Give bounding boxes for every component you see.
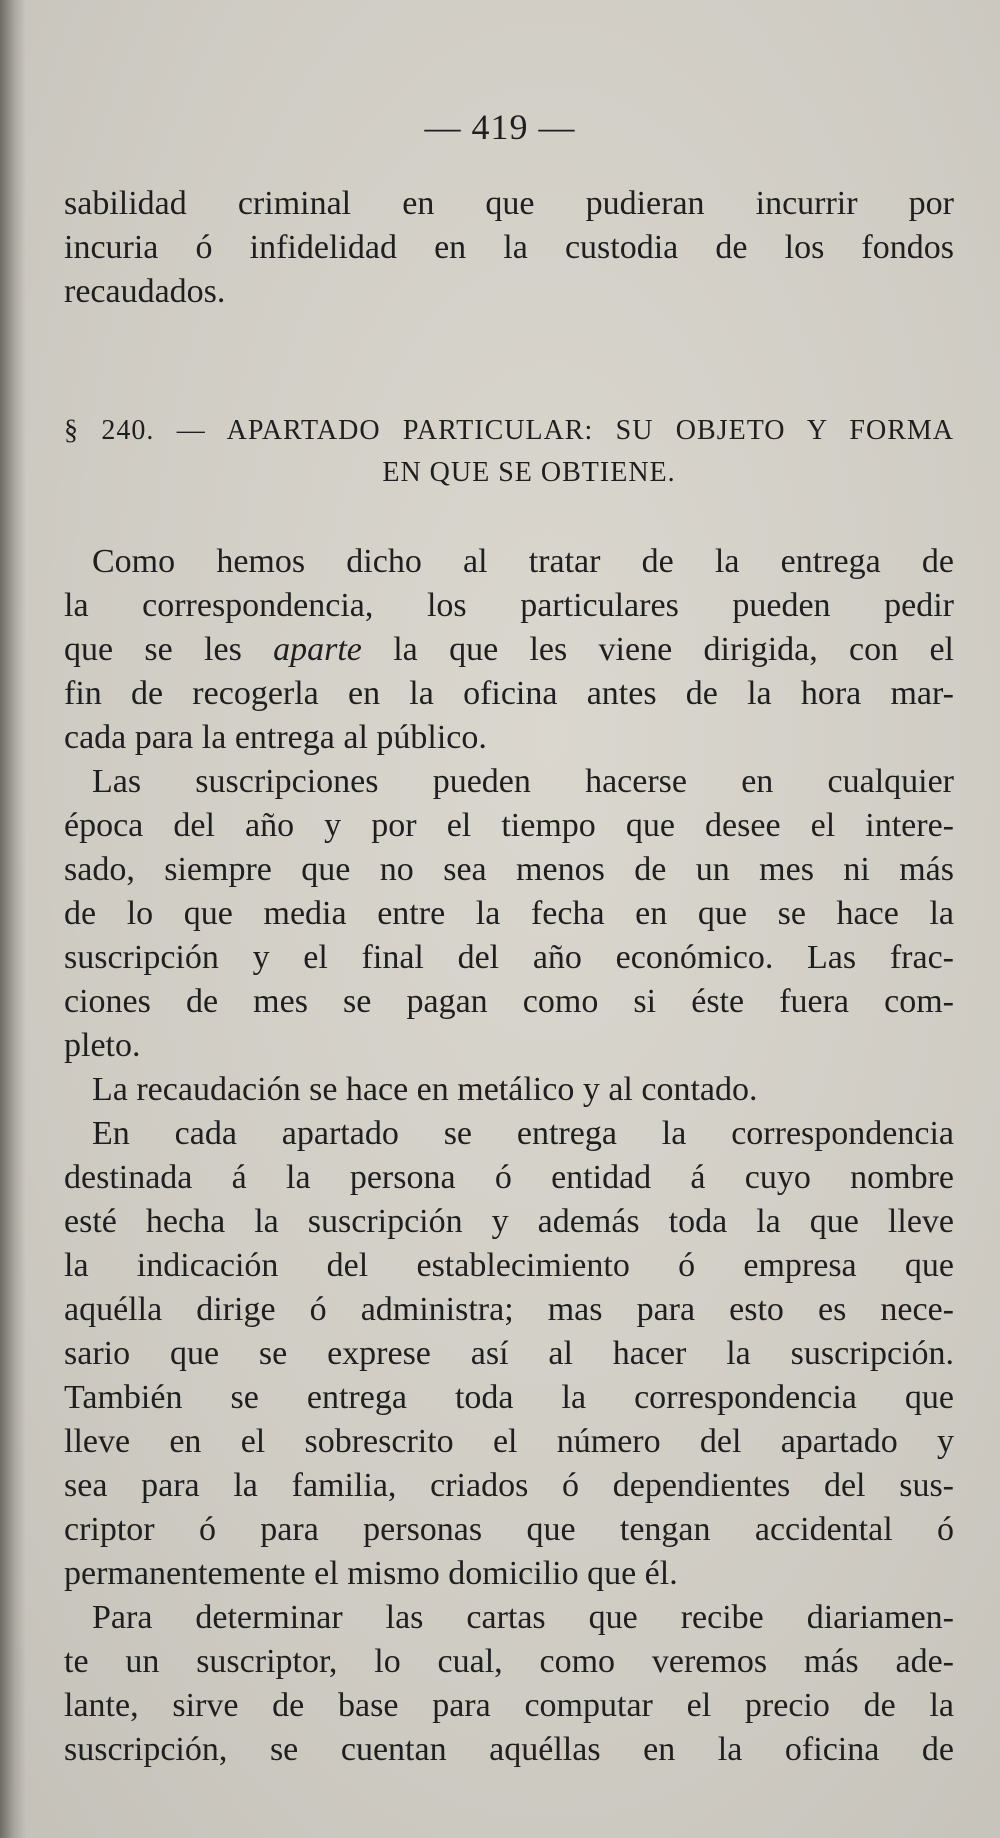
text-line: suscripción y el final del año económico. Las frac- [64,939,954,976]
text-line: época del año y por el tiempo que desee el intere- [64,807,954,844]
text-line: aquélla dirige ó administra; mas para esto es nece- [64,1291,954,1328]
text-segment: la que les viene dirigida, con el [393,631,954,668]
italic-word: aparte [273,631,362,668]
binding-gutter-shadow [0,0,26,1838]
text-line: permanentemente el mismo domicilio que él. [64,1555,678,1592]
text-segment: que se les [64,631,242,668]
text-line: La recaudación se hace en metálico y al contado. [92,1071,758,1108]
text-line: la correspondencia, los particulares pueden pedir [64,587,954,624]
text-line: sario que se exprese así al hacer la suscripción. [64,1335,954,1372]
text-line: Para determinar las cartas que recibe diariamen- [92,1599,954,1636]
text-line: lleve en el sobrescrito el número del apartado y [64,1423,954,1460]
text-line: ciones de mes se pagan como si éste fuera com- [64,983,954,1020]
text-line: En cada apartado se entrega la correspondencia [92,1115,954,1152]
page-number: — 419 — [424,107,576,147]
text-line: incuria ó infidelidad en la custodia de los fondos [64,229,954,266]
body-text [64,540,954,1772]
section-heading [64,410,954,494]
text-line: destinada á la persona ó entidad á cuyo nombre [64,1159,954,1196]
section-number: § 240. — [64,415,206,446]
text-line: También se entrega toda la correspondencia que [64,1379,954,1416]
text-line: te un suscriptor, lo cual, como veremos más ade- [64,1643,954,1680]
text-line: sea para la familia, criados ó dependientes del sus- [64,1467,954,1504]
text-line: de lo que media entre la fecha en que se hace la [64,895,954,932]
text-line: Como hemos dicho al tratar de la entrega de [92,543,954,580]
text-line: sado, siempre que no sea menos de un mes ni más [64,851,954,888]
text-line: criptor ó para personas que tengan accidental ó [64,1511,954,1548]
text-line: suscripción, se cuentan aquéllas en la oficina de [64,1731,954,1768]
section-heading-line-1 [64,410,954,452]
text-line: fin de recogerla en la oficina antes de la hora mar- [64,675,954,712]
text-line: Las suscripciones pueden hacerse en cualquier [92,763,954,800]
text-line: lante, sirve de base para computar el precio de la [64,1687,954,1724]
text-line: esté hecha la suscripción y además toda la que lleve [64,1203,954,1240]
text-line-with-italic [64,628,954,672]
paragraph-continued [64,182,954,314]
text-line: la indicación del establecimiento ó empresa que [64,1247,954,1284]
section-title-line-1: APARTADO PARTICULAR: SU OBJETO Y FORMA [226,415,954,446]
text-line: sabilidad criminal en que pudieran incurrir por [64,185,954,222]
text-line: recaudados. [64,273,226,310]
section-title-line-2: EN QUE SE OBTIENE. [382,457,676,488]
text-line: cada para la entrega al público. [64,719,487,756]
text-line: pleto. [64,1027,141,1064]
